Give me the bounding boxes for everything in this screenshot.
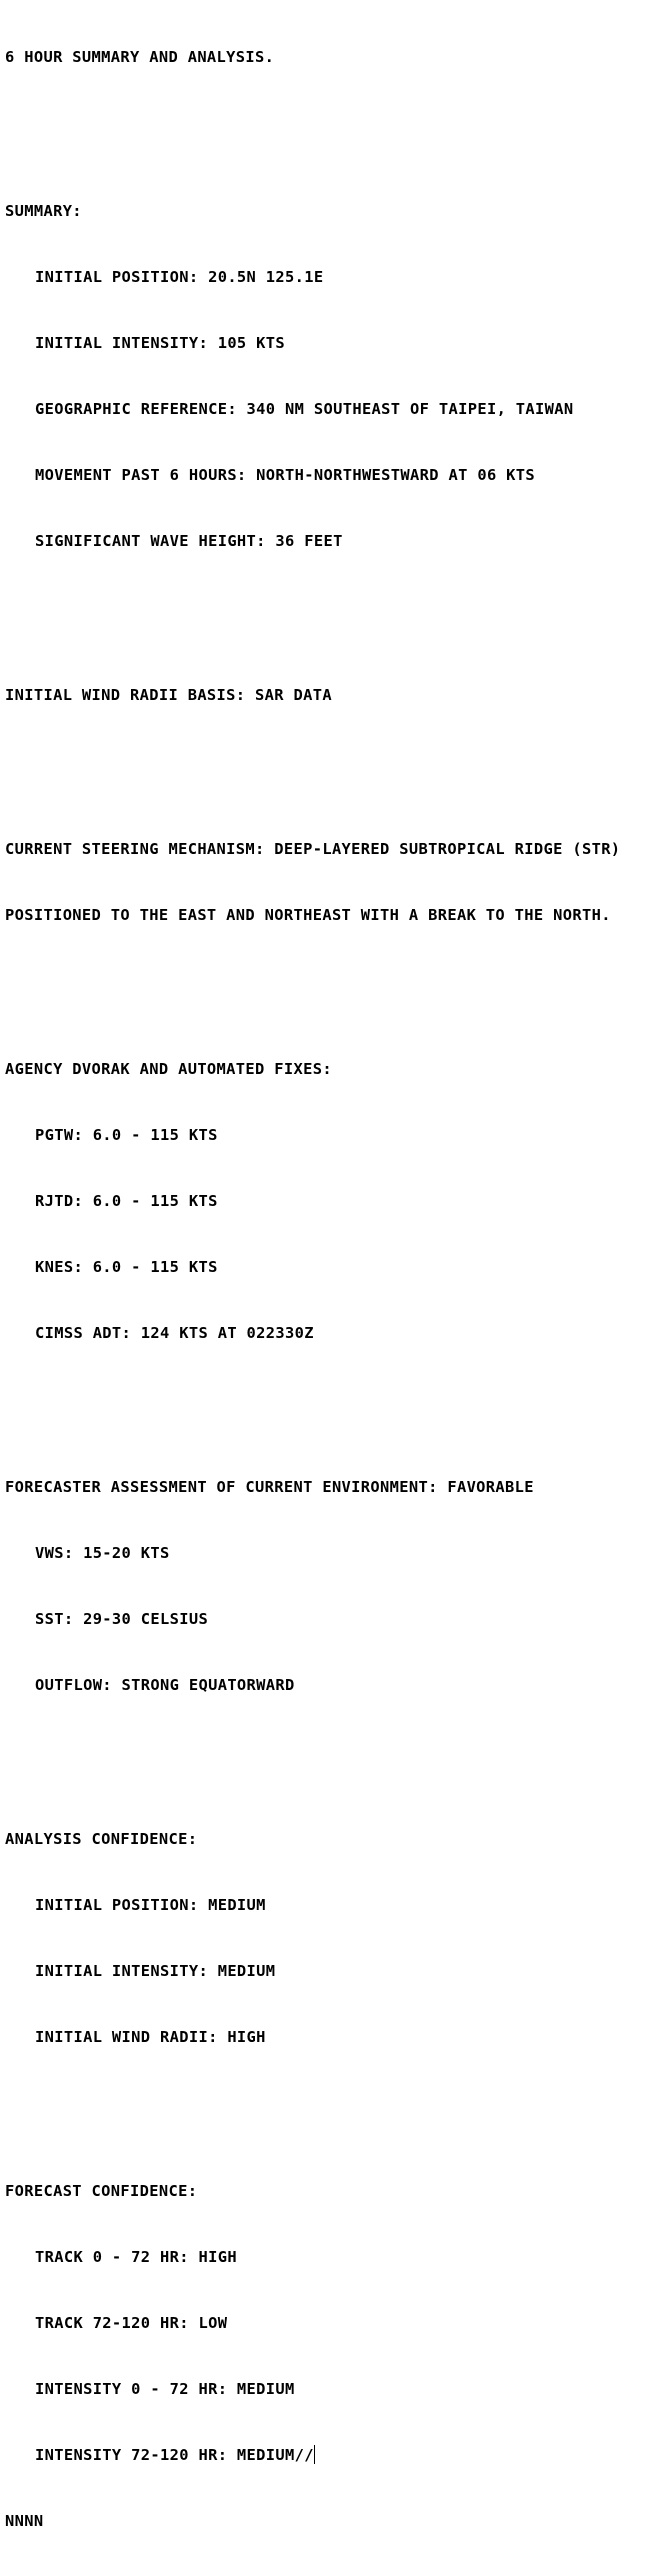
analysis-confidence-intensity: INITIAL INTENSITY: MEDIUM [35,1962,276,1980]
forecast-confidence-track-72-120: TRACK 72-120 HR: LOW [35,2314,228,2332]
forecast-confidence-intensity-0-72: INTENSITY 0 - 72 HR: MEDIUM [35,2380,295,2398]
summary-wave-height: SIGNIFICANT WAVE HEIGHT: 36 FEET [35,532,343,550]
blank-line [5,2092,651,2114]
text-cursor [314,2445,315,2464]
analysis-confidence-position: INITIAL POSITION: MEDIUM [35,1896,266,1914]
steering-mechanism-line-1: CURRENT STEERING MECHANISM: DEEP-LAYERED SUBTROPICAL RIDGE (STR) [5,840,621,858]
blank-line [5,596,651,618]
analysis-confidence-wind-radii: INITIAL WIND RADII: HIGH [35,2028,266,2046]
summary-movement: MOVEMENT PAST 6 HOURS: NORTH-NORTHWESTWARD AT 06 KTS [35,466,536,484]
blank-line [5,970,651,992]
environment-outflow: OUTFLOW: STRONG EQUATORWARD [35,1676,295,1694]
summary-initial-intensity: INITIAL INTENSITY: 105 KTS [35,334,286,352]
steering-mechanism-line-2: POSITIONED TO THE EAST AND NORTHEAST WITH A BREAK TO THE NORTH. [5,906,611,924]
blank-line [5,1740,651,1762]
summary-geographic-reference: GEOGRAPHIC REFERENCE: 340 NM SOUTHEAST OF TAIPEI, TAIWAN [35,400,574,418]
blank-line [5,1388,651,1410]
analysis-confidence-header: ANALYSIS CONFIDENCE: [5,1830,198,1848]
forecast-confidence-track-0-72: TRACK 0 - 72 HR: HIGH [35,2248,237,2266]
environment-vws: VWS: 15-20 KTS [35,1544,170,1562]
summary-header: SUMMARY: [5,202,82,220]
environment-sst: SST: 29-30 CELSIUS [35,1610,209,1628]
forecast-confidence-intensity-72-120-row [5,2444,651,2466]
dvorak-cimss-adt: CIMSS ADT: 124 KTS AT 022330Z [35,1324,314,1342]
end-marker: NNNN [5,2512,44,2530]
wind-radii-basis: INITIAL WIND RADII BASIS: SAR DATA [5,686,332,704]
summary-initial-position: INITIAL POSITION: 20.5N 125.1E [35,268,324,286]
dvorak-header: AGENCY DVORAK AND AUTOMATED FIXES: [5,1060,332,1078]
forecast-confidence-header: FORECAST CONFIDENCE: [5,2182,198,2200]
forecast-confidence-intensity-72-120: INTENSITY 72-120 HR: MEDIUM// [35,2446,314,2464]
dvorak-rjtd: RJTD: 6.0 - 115 KTS [35,1192,218,1210]
blank-line [5,750,651,772]
dvorak-knes: KNES: 6.0 - 115 KTS [35,1258,218,1276]
bulletin-text [5,2,651,2554]
document-title: 6 HOUR SUMMARY AND ANALYSIS. [5,48,275,66]
blank-line [5,112,651,134]
dvorak-pgtw: PGTW: 6.0 - 115 KTS [35,1126,218,1144]
environment-header: FORECASTER ASSESSMENT OF CURRENT ENVIRONMENT: FAVORABLE [5,1478,534,1496]
